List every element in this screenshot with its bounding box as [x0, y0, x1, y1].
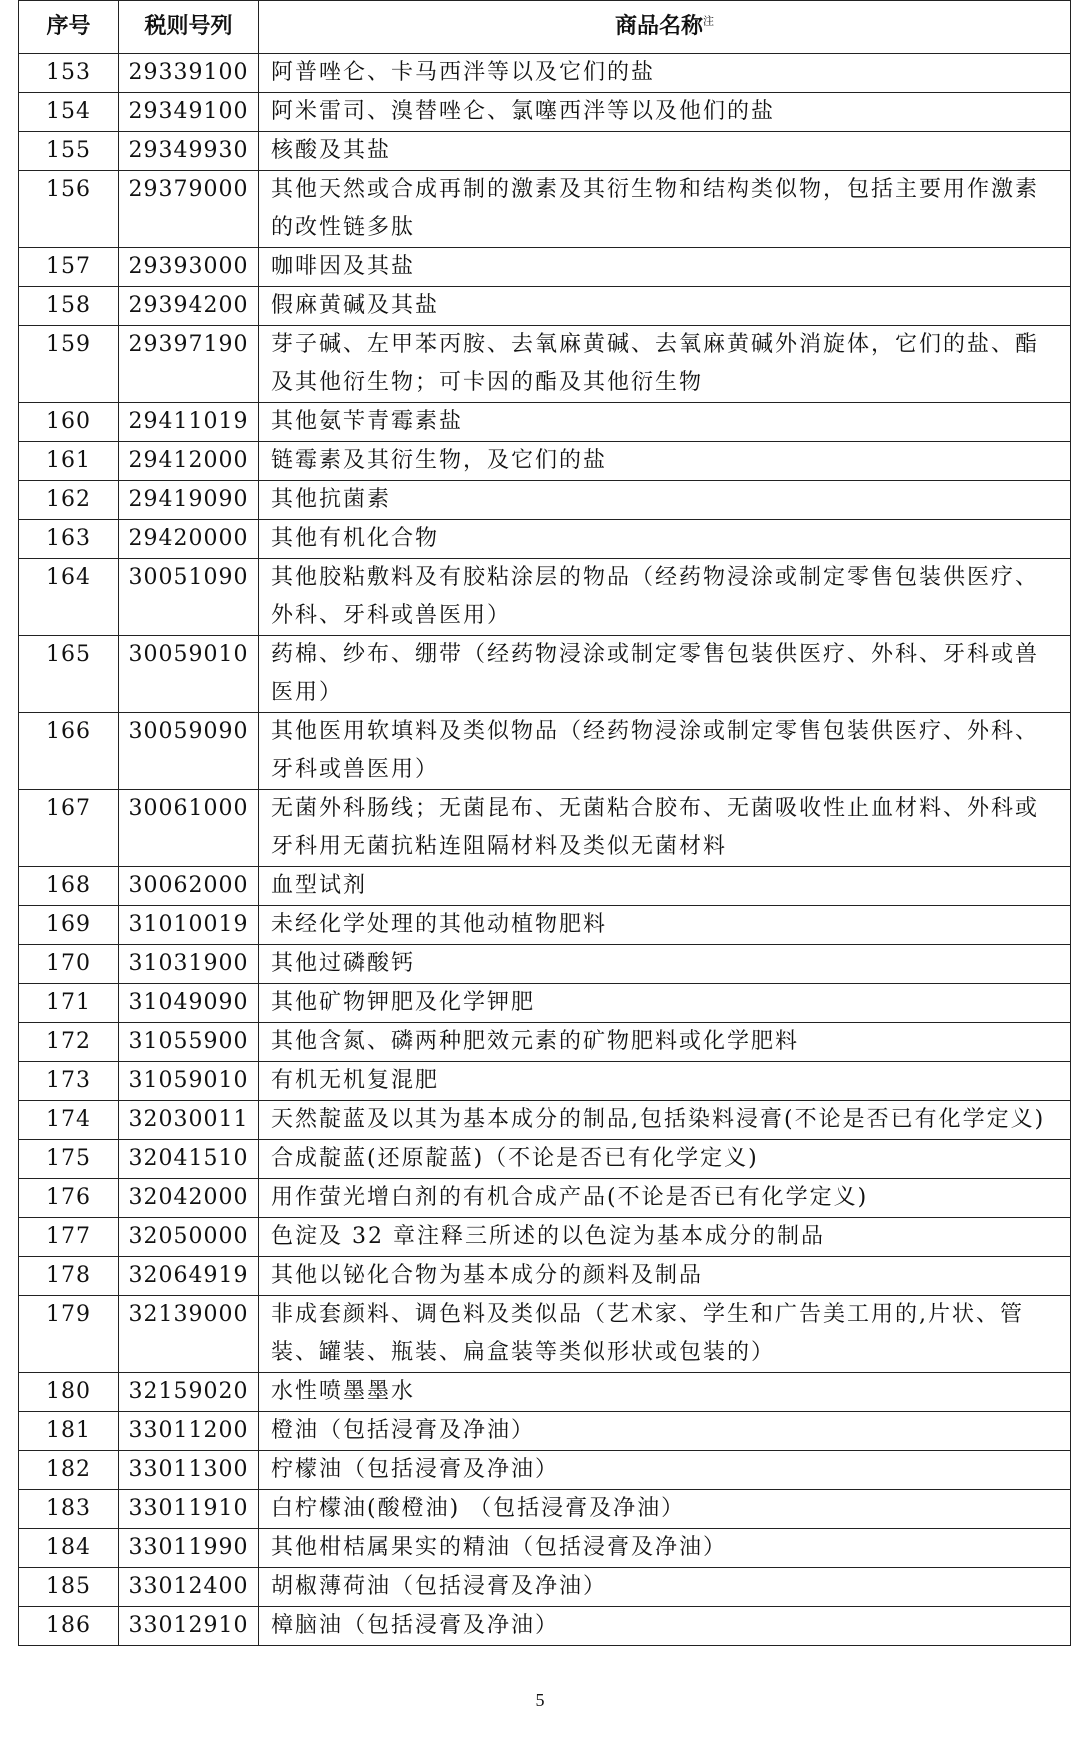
cell-product-name: 合成靛蓝(还原靛蓝)（不论是否已有化学定义) — [259, 1140, 1071, 1179]
cell-serial-no: 179 — [19, 1296, 119, 1373]
cell-serial-no: 172 — [19, 1023, 119, 1062]
cell-tariff-code: 32042000 — [119, 1179, 259, 1218]
cell-product-name: 白柠檬油(酸橙油) （包括浸膏及净油） — [259, 1490, 1071, 1529]
cell-product-name: 橙油（包括浸膏及净油） — [259, 1412, 1071, 1451]
cell-serial-no: 163 — [19, 520, 119, 559]
cell-serial-no: 185 — [19, 1568, 119, 1607]
cell-product-name: 其他过磷酸钙 — [259, 945, 1071, 984]
cell-tariff-code: 31055900 — [119, 1023, 259, 1062]
table-row — [19, 906, 1071, 945]
cell-tariff-code: 30059010 — [119, 636, 259, 713]
cell-tariff-code: 29339100 — [119, 54, 259, 93]
table-row — [19, 1140, 1071, 1179]
table-row — [19, 984, 1071, 1023]
cell-tariff-code: 29394200 — [119, 287, 259, 326]
header-product-name-label: 商品名称 — [614, 14, 703, 39]
cell-tariff-code: 33012400 — [119, 1568, 259, 1607]
cell-product-name: 柠檬油（包括浸膏及净油） — [259, 1451, 1071, 1490]
header-serial-no: 序号 — [19, 1, 119, 54]
cell-serial-no: 159 — [19, 326, 119, 403]
cell-tariff-code: 31031900 — [119, 945, 259, 984]
cell-product-name: 其他天然或合成再制的激素及其衍生物和结构类似物，包括主要用作激素的改性链多肽 — [259, 171, 1071, 248]
cell-product-name: 有机无机复混肥 — [259, 1062, 1071, 1101]
table-row — [19, 171, 1071, 248]
cell-product-name: 其他医用软填料及类似物品（经药物浸涂或制定零售包装供医疗、外科、牙科或兽医用） — [259, 713, 1071, 790]
table-row — [19, 1412, 1071, 1451]
cell-product-name: 咖啡因及其盐 — [259, 248, 1071, 287]
cell-serial-no: 184 — [19, 1529, 119, 1568]
cell-tariff-code: 33011300 — [119, 1451, 259, 1490]
cell-product-name: 血型试剂 — [259, 867, 1071, 906]
cell-tariff-code: 30061000 — [119, 790, 259, 867]
table-body — [19, 54, 1071, 1646]
table-row — [19, 1101, 1071, 1140]
cell-tariff-code: 29349930 — [119, 132, 259, 171]
cell-product-name: 其他以铋化合物为基本成分的颜料及制品 — [259, 1257, 1071, 1296]
table-row — [19, 1451, 1071, 1490]
cell-serial-no: 170 — [19, 945, 119, 984]
cell-tariff-code: 33011200 — [119, 1412, 259, 1451]
cell-tariff-code: 29397190 — [119, 326, 259, 403]
cell-serial-no: 169 — [19, 906, 119, 945]
cell-serial-no: 168 — [19, 867, 119, 906]
table-row — [19, 1529, 1071, 1568]
cell-tariff-code: 32050000 — [119, 1218, 259, 1257]
cell-serial-no: 164 — [19, 559, 119, 636]
cell-tariff-code: 31059010 — [119, 1062, 259, 1101]
table-row — [19, 1218, 1071, 1257]
cell-product-name: 假麻黄碱及其盐 — [259, 287, 1071, 326]
cell-tariff-code: 29379000 — [119, 171, 259, 248]
cell-serial-no: 157 — [19, 248, 119, 287]
cell-serial-no: 154 — [19, 93, 119, 132]
cell-tariff-code: 32159020 — [119, 1373, 259, 1412]
cell-product-name: 其他胶粘敷料及有胶粘涂层的物品（经药物浸涂或制定零售包装供医疗、外科、牙科或兽医用） — [259, 559, 1071, 636]
table-row — [19, 636, 1071, 713]
table-row — [19, 1257, 1071, 1296]
cell-product-name: 色淀及 32 章注释三所述的以色淀为基本成分的制品 — [259, 1218, 1071, 1257]
table-row — [19, 403, 1071, 442]
table-row — [19, 559, 1071, 636]
cell-product-name: 其他含氮、磷两种肥效元素的矿物肥料或化学肥料 — [259, 1023, 1071, 1062]
cell-tariff-code: 29393000 — [119, 248, 259, 287]
cell-product-name: 樟脑油（包括浸膏及净油） — [259, 1607, 1071, 1646]
table-row — [19, 1023, 1071, 1062]
tariff-table — [18, 0, 1071, 1646]
cell-serial-no: 156 — [19, 171, 119, 248]
cell-serial-no: 166 — [19, 713, 119, 790]
cell-tariff-code: 29419090 — [119, 481, 259, 520]
cell-serial-no: 180 — [19, 1373, 119, 1412]
header-note-mark: 注 — [703, 14, 714, 28]
table-row — [19, 945, 1071, 984]
cell-product-name: 其他抗菌素 — [259, 481, 1071, 520]
cell-serial-no: 165 — [19, 636, 119, 713]
cell-serial-no: 183 — [19, 1490, 119, 1529]
cell-tariff-code: 32041510 — [119, 1140, 259, 1179]
table-row — [19, 248, 1071, 287]
cell-tariff-code: 33011910 — [119, 1490, 259, 1529]
cell-tariff-code: 30059090 — [119, 713, 259, 790]
table-row — [19, 867, 1071, 906]
cell-tariff-code: 29412000 — [119, 442, 259, 481]
cell-serial-no: 158 — [19, 287, 119, 326]
table-row — [19, 1296, 1071, 1373]
table-row — [19, 1568, 1071, 1607]
table-row — [19, 326, 1071, 403]
table-row — [19, 132, 1071, 171]
cell-product-name: 水性喷墨墨水 — [259, 1373, 1071, 1412]
cell-product-name: 未经化学处理的其他动植物肥料 — [259, 906, 1071, 945]
header-tariff-code: 税则号列 — [119, 1, 259, 54]
cell-tariff-code: 31049090 — [119, 984, 259, 1023]
header-product-name — [259, 1, 1071, 54]
cell-serial-no: 181 — [19, 1412, 119, 1451]
cell-serial-no: 173 — [19, 1062, 119, 1101]
table-row — [19, 1490, 1071, 1529]
cell-serial-no: 161 — [19, 442, 119, 481]
cell-product-name: 胡椒薄荷油（包括浸膏及净油） — [259, 1568, 1071, 1607]
cell-tariff-code: 32064919 — [119, 1257, 259, 1296]
cell-serial-no: 153 — [19, 54, 119, 93]
cell-product-name: 其他柑桔属果实的精油（包括浸膏及净油） — [259, 1529, 1071, 1568]
cell-serial-no: 160 — [19, 403, 119, 442]
cell-product-name: 用作萤光增白剂的有机合成产品(不论是否已有化学定义) — [259, 1179, 1071, 1218]
table-row — [19, 54, 1071, 93]
cell-serial-no: 176 — [19, 1179, 119, 1218]
cell-product-name: 天然靛蓝及以其为基本成分的制品,包括染料浸膏(不论是否已有化学定义) — [259, 1101, 1071, 1140]
cell-product-name: 无菌外科肠线；无菌昆布、无菌粘合胶布、无菌吸收性止血材料、外科或牙科用无菌抗粘连阻隔材料及类似无菌材料 — [259, 790, 1071, 867]
cell-product-name: 其他矿物钾肥及化学钾肥 — [259, 984, 1071, 1023]
cell-tariff-code: 32030011 — [119, 1101, 259, 1140]
cell-serial-no: 162 — [19, 481, 119, 520]
cell-product-name: 链霉素及其衍生物，及它们的盐 — [259, 442, 1071, 481]
table-row — [19, 1607, 1071, 1646]
cell-serial-no: 175 — [19, 1140, 119, 1179]
cell-product-name: 阿米雷司、溴替唑仑、氯噻西泮等以及他们的盐 — [259, 93, 1071, 132]
cell-tariff-code: 29411019 — [119, 403, 259, 442]
cell-tariff-code: 30051090 — [119, 559, 259, 636]
table-row — [19, 1179, 1071, 1218]
table-row — [19, 713, 1071, 790]
cell-product-name: 芽子碱、左甲苯丙胺、去氧麻黄碱、去氧麻黄碱外消旋体，它们的盐、酯及其他衍生物；可卡因的酯及其他衍生物 — [259, 326, 1071, 403]
cell-tariff-code: 30062000 — [119, 867, 259, 906]
cell-product-name: 其他氨苄青霉素盐 — [259, 403, 1071, 442]
cell-tariff-code: 33012910 — [119, 1607, 259, 1646]
cell-serial-no: 167 — [19, 790, 119, 867]
table-row — [19, 481, 1071, 520]
table-row — [19, 520, 1071, 559]
cell-serial-no: 186 — [19, 1607, 119, 1646]
page-number: 5 — [535, 1690, 545, 1710]
cell-serial-no: 155 — [19, 132, 119, 171]
cell-tariff-code: 32139000 — [119, 1296, 259, 1373]
table-header-row — [19, 1, 1071, 54]
cell-serial-no: 177 — [19, 1218, 119, 1257]
cell-tariff-code: 29349100 — [119, 93, 259, 132]
cell-serial-no: 171 — [19, 984, 119, 1023]
cell-product-name: 药棉、纱布、绷带（经药物浸涂或制定零售包装供医疗、外科、牙科或兽医用） — [259, 636, 1071, 713]
cell-tariff-code: 31010019 — [119, 906, 259, 945]
cell-serial-no: 174 — [19, 1101, 119, 1140]
cell-product-name: 核酸及其盐 — [259, 132, 1071, 171]
table-row — [19, 1373, 1071, 1412]
table-row — [19, 442, 1071, 481]
table-row — [19, 1062, 1071, 1101]
table-row — [19, 790, 1071, 867]
cell-serial-no: 178 — [19, 1257, 119, 1296]
cell-tariff-code: 29420000 — [119, 520, 259, 559]
cell-tariff-code: 33011990 — [119, 1529, 259, 1568]
cell-product-name: 其他有机化合物 — [259, 520, 1071, 559]
cell-product-name: 非成套颜料、调色料及类似品（艺术家、学生和广告美工用的,片状、管装、罐装、瓶装、扁盒装等类似形状或包装的） — [259, 1296, 1071, 1373]
cell-product-name: 阿普唑仑、卡马西泮等以及它们的盐 — [259, 54, 1071, 93]
cell-serial-no: 182 — [19, 1451, 119, 1490]
table-row — [19, 287, 1071, 326]
table-row — [19, 93, 1071, 132]
